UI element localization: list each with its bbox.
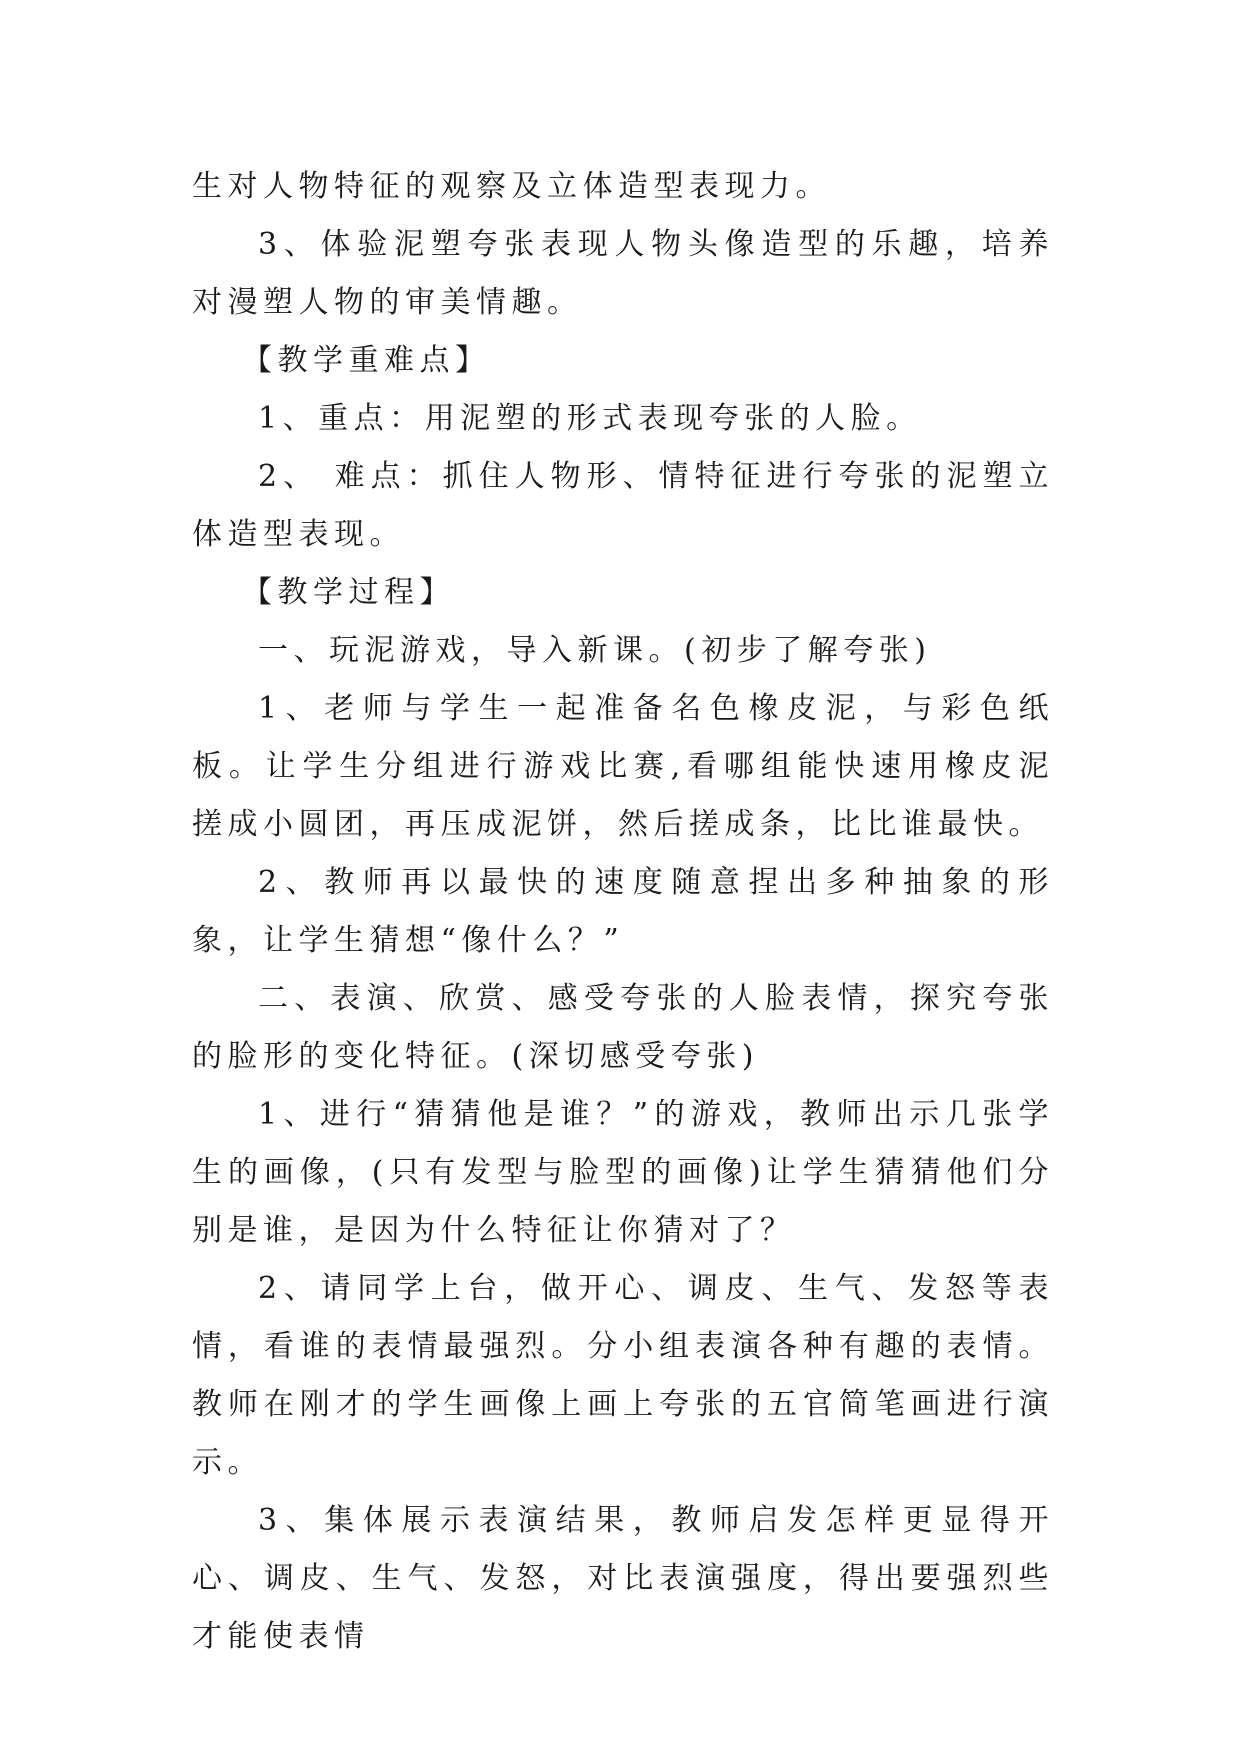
paragraph-step-two-item-1: 1、进行“猜猜他是谁？”的游戏，教师出示几张学生的画像，(只有发型与脸型的画像)让学生猜猜他们分别是谁，是因为什么特征让你猜对了？ (192, 1097, 1054, 1248)
paragraph-step-one-title: 一、玩泥游戏，导入新课。(初步了解夸张) (258, 633, 932, 668)
paragraph-step-one-item-2: 2、教师再以最快的速度随意捏出多种抽象的形象，让学生猜想“像什么？” (192, 865, 1054, 958)
paragraph-continuation: 生对人物特征的观察及立体造型表现力。 (192, 169, 831, 204)
paragraph-objective-3: 3、体验泥塑夸张表现人物头像造型的乐趣，培养对漫塑人物的审美情趣。 (192, 227, 1054, 320)
paragraph-step-two-item-2: 2、请同学上台，做开心、调皮、生气、发怒等表情，看谁的表情最强烈。分小组表演各种有趣的表情。教师在刚才的学生画像上画上夸张的五官简笔画进行演示。 (192, 1271, 1054, 1480)
paragraph-step-two-item-3: 3、集体展示表演结果，教师启发怎样更显得开心、调皮、生气、发怒，对比表演强度，得出要强烈些才能使表情 (192, 1503, 1054, 1654)
document-body (192, 158, 1054, 1666)
paragraph-key-point: 1、重点：用泥塑的形式表现夸张的人脸。 (258, 401, 922, 436)
paragraph-difficult-point: 2、 难点：抓住人物形、情特征进行夸张的泥塑立体造型表现。 (192, 459, 1054, 552)
section-heading-key-points: 【教学重难点】 (242, 343, 491, 378)
paragraph-step-two-title: 二、表演、欣赏、感受夸张的人脸表情，探究夸张的脸形的变化特征。(深切感受夸张) (192, 981, 1054, 1074)
section-heading-process: 【教学过程】 (242, 575, 455, 610)
paragraph-step-one-item-1: 1、老师与学生一起准备名色橡皮泥，与彩色纸板。让学生分组进行游戏比赛,看哪组能快速用橡皮泥搓成小圆团，再压成泥饼，然后搓成条，比比谁最快。 (192, 691, 1054, 842)
